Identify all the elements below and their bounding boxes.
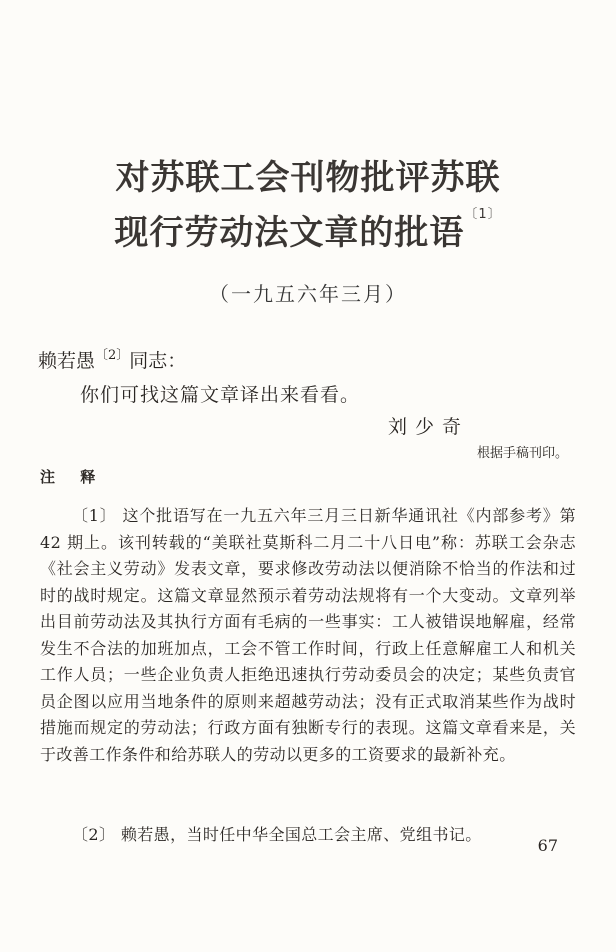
page-number: 67 [537,836,558,855]
title-line-1 [0,150,616,199]
title-line-2 [0,205,616,254]
footnote-2: 〔2〕 赖若愚，当时任中华全国总工会主席、党组书记。 [72,825,482,844]
letter-signature: 刘少奇 [388,416,470,438]
title-line-2-text: 现行劳动法文章的批语 [114,213,465,253]
title-footnote-ref[interactable]: 〔1〕 [464,207,502,222]
salutation-name: 赖若愚 [38,350,96,372]
salutation-footnote-ref[interactable]: 〔2〕 [95,348,130,363]
source-note: 根据手稿刊印。 [476,446,568,461]
letter-body: 你们可找这篇文章译出来看看。 [80,384,361,406]
document-date: （一九五六年三月） [209,282,407,306]
footnote-1: 〔1〕 这个批语写在一九五六年三月三日新华通讯社《内部参考》第 42 期上。该刊转载的“美联社莫斯科二月二十八日电”称：苏联工会杂志《社会主义劳动》发表文章，要求修改劳动法以便消除不恰当的作法和过时的战时规定。这篇文章显然预示着劳动法规将有一个大变动。文章列举出目前劳动法及其执行方面有毛病的一些事实：工人被错误地解雇，经常发生不合法的加班加点，工会不管工作时间，行政上任意解雇工人和机关工作人员；一些企业负责人拒绝迅速执行劳动委员会的决定；某些负责官员企图以应用当地条件的原则来超越劳动法；没有正式取消某些作为战时措施而规定的劳动法；行政方面有独断专行的表现。这篇文章看来是，关于改善工作条件和给苏联人的劳动以更多的工资要求的最新补充。 [40,506,576,764]
letter-salutation [38,346,186,373]
salutation-suffix: 同志： [129,350,187,372]
notes-heading: 注 释 [40,468,106,486]
title-line-1-text: 对苏联工会刊物批评苏联 [115,158,501,198]
